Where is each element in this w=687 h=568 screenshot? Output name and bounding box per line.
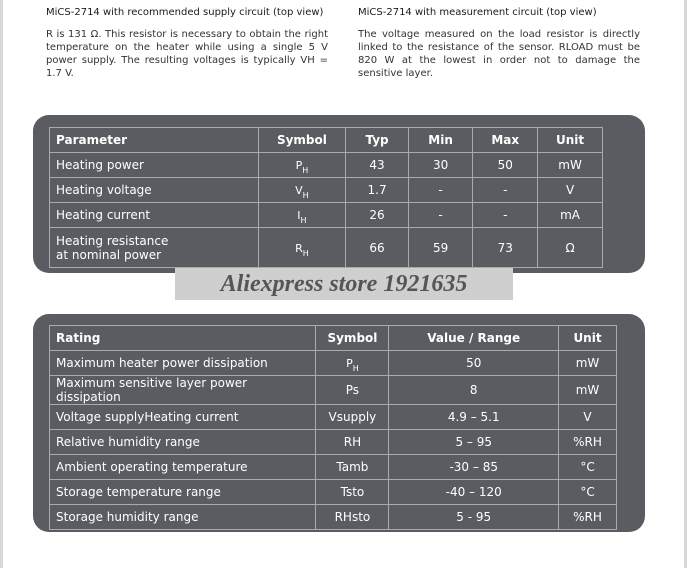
min-cell: - bbox=[408, 178, 473, 203]
rating-cell: Storage humidity range bbox=[50, 505, 316, 530]
min-cell: 59 bbox=[408, 228, 473, 268]
table-row bbox=[50, 228, 603, 268]
unit-cell: Ω bbox=[538, 228, 603, 268]
unit-cell: mA bbox=[538, 203, 603, 228]
header-symbol: Symbol bbox=[258, 128, 346, 153]
header-unit: Unit bbox=[559, 326, 617, 351]
max-cell: 73 bbox=[473, 228, 538, 268]
table-row bbox=[50, 153, 603, 178]
symbol-cell bbox=[258, 203, 346, 228]
measurement-circuit-title: MiCS-2714 with measurement circuit (top view) bbox=[358, 7, 597, 18]
supply-circuit-section bbox=[46, 6, 328, 80]
min-cell: 30 bbox=[408, 153, 473, 178]
header-unit: Unit bbox=[538, 128, 603, 153]
table-row bbox=[50, 178, 603, 203]
table-header-row bbox=[50, 326, 617, 351]
absolute-ratings-table bbox=[49, 325, 617, 530]
header-rating: Rating bbox=[50, 326, 316, 351]
value-cell: 4.9 – 5.1 bbox=[389, 405, 559, 430]
table-row bbox=[50, 405, 617, 430]
table-row bbox=[50, 351, 617, 376]
typ-cell: 1.7 bbox=[346, 178, 409, 203]
symbol-subscript: H bbox=[300, 216, 307, 225]
table-header-row bbox=[50, 128, 603, 153]
unit-cell: mW bbox=[559, 376, 617, 405]
symbol-subscript: H bbox=[302, 191, 309, 200]
symbol-subscript: H bbox=[302, 248, 309, 258]
table-row bbox=[50, 430, 617, 455]
value-cell: -40 – 120 bbox=[389, 480, 559, 505]
symbol-subscript: H bbox=[302, 166, 309, 175]
supply-circuit-title: MiCS-2714 with recommended supply circuit (top view) bbox=[46, 7, 324, 18]
value-cell: -30 – 85 bbox=[389, 455, 559, 480]
value-cell: 5 - 95 bbox=[389, 505, 559, 530]
value-cell: 50 bbox=[389, 351, 559, 376]
header-symbol: Symbol bbox=[316, 326, 389, 351]
unit-cell: °C bbox=[559, 455, 617, 480]
symbol-cell: Vsupply bbox=[316, 405, 389, 430]
table-row bbox=[50, 376, 617, 405]
typ-cell: 66 bbox=[346, 228, 409, 268]
symbol-main: P bbox=[295, 159, 303, 172]
parameter-line-2: at nominal power bbox=[56, 247, 162, 262]
unit-cell: mW bbox=[538, 153, 603, 178]
value-cell: 8 bbox=[389, 376, 559, 405]
supply-circuit-text: R is 131 Ω. This resistor is necessary to obtain the right temperature on the heater while using a single 5 V power supply. The resulting voltages is typically VH = 1.7 V. bbox=[46, 29, 328, 79]
symbol-cell: Tamb bbox=[316, 455, 389, 480]
symbol-cell: Tsto bbox=[316, 480, 389, 505]
parameter-cell: Heating power bbox=[50, 153, 259, 178]
symbol-cell bbox=[258, 153, 346, 178]
symbol-main: V bbox=[295, 184, 303, 197]
parameter-cell bbox=[50, 228, 259, 268]
symbol-cell: RH bbox=[316, 430, 389, 455]
header-typ: Typ bbox=[346, 128, 409, 153]
symbol-cell bbox=[258, 228, 346, 268]
rating-cell: Maximum sensitive layer power dissipation bbox=[50, 376, 316, 405]
header-parameter: Parameter bbox=[50, 128, 259, 153]
header-max: Max bbox=[473, 128, 538, 153]
unit-cell: V bbox=[559, 405, 617, 430]
max-cell: - bbox=[473, 178, 538, 203]
heating-characteristics-table bbox=[49, 127, 603, 268]
rating-cell: Voltage supplyHeating current bbox=[50, 405, 316, 430]
symbol-cell bbox=[316, 351, 389, 376]
store-watermark-banner: Aliexpress store 1921635 bbox=[175, 268, 513, 300]
table-row bbox=[50, 455, 617, 480]
table-row bbox=[50, 505, 617, 530]
max-cell: - bbox=[473, 203, 538, 228]
rating-cell: Maximum heater power dissipation bbox=[50, 351, 316, 376]
parameter-line-1: Heating resistance bbox=[56, 233, 169, 248]
rating-cell: Ambient operating temperature bbox=[50, 455, 316, 480]
header-min: Min bbox=[408, 128, 473, 153]
unit-cell: %RH bbox=[559, 430, 617, 455]
symbol-main: P bbox=[346, 357, 353, 370]
symbol-cell: RHsto bbox=[316, 505, 389, 530]
rating-cell: Storage temperature range bbox=[50, 480, 316, 505]
unit-cell: V bbox=[538, 178, 603, 203]
symbol-subscript: H bbox=[352, 364, 359, 373]
parameter-cell: Heating current bbox=[50, 203, 259, 228]
table-row bbox=[50, 203, 603, 228]
measurement-circuit-text: The voltage measured on the load resistor is directly linked to the resistance of the sensor. RLOAD must be 820 W at the lowest in order not to damage the sensitive layer. bbox=[358, 29, 640, 79]
min-cell: - bbox=[408, 203, 473, 228]
typ-cell: 43 bbox=[346, 153, 409, 178]
unit-cell: °C bbox=[559, 480, 617, 505]
symbol-cell bbox=[258, 178, 346, 203]
measurement-circuit-section bbox=[358, 6, 640, 80]
parameter-cell: Heating voltage bbox=[50, 178, 259, 203]
value-cell: 5 – 95 bbox=[389, 430, 559, 455]
symbol-main: I bbox=[297, 209, 301, 222]
unit-cell: mW bbox=[559, 351, 617, 376]
typ-cell: 26 bbox=[346, 203, 409, 228]
symbol-main: R bbox=[295, 241, 303, 255]
max-cell: 50 bbox=[473, 153, 538, 178]
table-row bbox=[50, 480, 617, 505]
rating-cell: Relative humidity range bbox=[50, 430, 316, 455]
page-border-left bbox=[0, 0, 3, 568]
header-value-range: Value / Range bbox=[389, 326, 559, 351]
symbol-cell: Ps bbox=[316, 376, 389, 405]
unit-cell: %RH bbox=[559, 505, 617, 530]
